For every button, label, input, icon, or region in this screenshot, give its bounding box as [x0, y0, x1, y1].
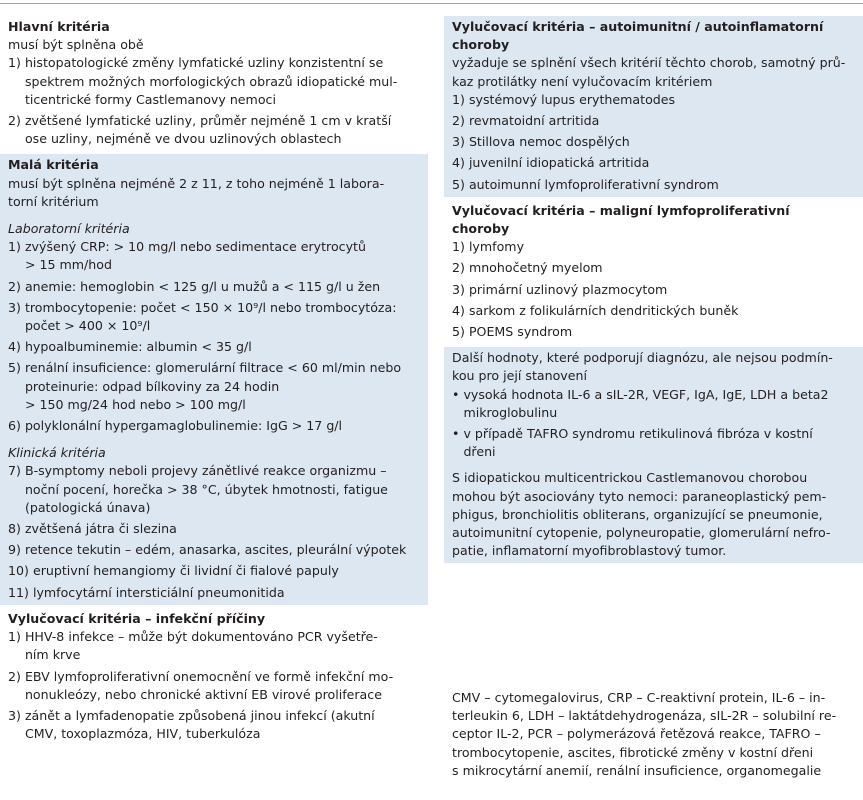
exclusion-infectious-section	[0, 608, 428, 746]
list-item-text	[33, 584, 420, 602]
list-item-text	[469, 281, 855, 299]
list-item-number: 3)	[8, 707, 25, 723]
list-item-number: 4)	[8, 339, 25, 355]
list-item	[8, 338, 420, 356]
text-line: dřeni	[463, 444, 496, 460]
text-line: S idiopatickou multicentrickou Castlemanovou chorobou	[452, 470, 808, 486]
list-item-number: •	[452, 426, 464, 442]
text-line: > 15 mm/hod	[24, 257, 112, 273]
text-line: juvenilní idiopatická artritida	[468, 155, 650, 171]
main-criteria-list	[8, 54, 420, 148]
text-line: ose uzliny, nejméně ve dvou uzlinových oblastech	[24, 131, 342, 147]
text-line: s mikrocytární anemií, renální insuficience, organomegalie	[452, 762, 822, 778]
text-line: (patologická únava)	[24, 499, 151, 515]
text-line: lymfomy	[468, 239, 525, 255]
text-line: polyklonální hypergamaglobulinemie: IgG > 17 g/l	[24, 418, 343, 434]
text-line: Vylučovací kritéria – autoimunitní / autoinflamatorní	[452, 19, 824, 34]
text-line: zvětšená játra či slezina	[24, 521, 177, 537]
list-item	[8, 584, 420, 602]
list-item-number: 5)	[452, 324, 469, 340]
text-line: HHV-8 infekce – může být dokumentováno PCR vyšetře-	[24, 629, 378, 645]
text-line: Stillova nemoc dospělých	[468, 134, 630, 150]
list-item	[452, 112, 855, 130]
list-item-text	[25, 299, 420, 335]
text-line: choroby	[452, 221, 510, 237]
list-item-number: 2)	[452, 260, 469, 276]
exclusion-malignant-title	[452, 202, 855, 238]
list-item-text	[469, 176, 855, 194]
list-item-number: 4)	[452, 302, 469, 318]
text-line: noční pocení, horečka > 38 °C, úbytek hmotnosti, fatigue	[24, 481, 388, 497]
list-item-number: 1)	[8, 55, 25, 71]
associated-diseases-text	[452, 469, 855, 560]
text-line: zvýšený CRP: > 10 mg/l nebo sedimentace erytrocytů	[24, 239, 366, 255]
text-line: spektrem možných morfologických obrazů idiopatické mul-	[24, 73, 398, 89]
text-line: revmatoidní artritida	[468, 113, 600, 129]
list-item-text	[25, 541, 420, 559]
main-criteria-title: Hlavní kritéria	[8, 19, 110, 34]
list-item	[452, 238, 855, 256]
exclusion-infectious-list	[8, 628, 420, 743]
list-item	[8, 112, 420, 148]
list-item-text	[469, 91, 855, 109]
text-line: terleukin 6, LDH – laktátdehydrogenáza, sIL-2R – solubilní re-	[452, 708, 837, 724]
list-item	[8, 520, 420, 538]
text-line: zánět a lymfadenopatie způsobená jinou infekcí (akutní	[24, 707, 375, 723]
text-line: hypoalbuminemie: albumin < 35 g/l	[24, 339, 252, 355]
exclusion-autoimmune-section	[444, 16, 863, 197]
abbreviations-footnote	[452, 689, 862, 780]
clinical-criteria-heading: Klinická kritéria	[8, 445, 106, 461]
text-line: mohou být asociovány tyto nemoci: paraneoplastický pem-	[452, 488, 827, 504]
list-item	[8, 562, 420, 580]
list-item	[452, 323, 855, 341]
list-item-text	[25, 628, 420, 664]
text-line: nonukleózy, nebo chronické aktivní EB virové proliferace	[24, 686, 382, 702]
list-item	[452, 281, 855, 299]
list-item-number: 1)	[8, 239, 25, 255]
list-item	[452, 425, 855, 461]
text-line: phigus, bronchiolitis obliterans, organizující se pneumonie,	[452, 506, 823, 522]
minor-criteria-intro	[8, 175, 420, 211]
list-item-number: 1)	[452, 91, 469, 107]
clinical-criteria-list	[8, 462, 420, 601]
text-line: POEMS syndrom	[468, 324, 573, 340]
text-line: anemie: hemoglobin < 125 g/l u mužů a < 115 g/l u žen	[24, 278, 381, 294]
list-item	[8, 359, 420, 414]
text-line: autoimunitní cytopenie, polyneuropatie, glomerulární nefro-	[452, 525, 831, 541]
list-item-number: 2)	[8, 278, 25, 294]
text-line: Další hodnoty, které podporují diagnózu, ale nejsou podmín-	[452, 350, 833, 366]
list-item	[452, 386, 855, 422]
list-item	[8, 54, 420, 109]
list-item-number: 3)	[8, 299, 25, 315]
list-item-number: 2)	[452, 113, 469, 129]
list-item-number: 6)	[8, 418, 25, 434]
list-item-text	[25, 112, 420, 148]
list-item-number: 5)	[8, 360, 25, 376]
text-line: autoimunní lymfoproliferativní syndrom	[468, 176, 719, 192]
list-item-text	[25, 359, 420, 414]
text-line: ním krve	[24, 647, 81, 663]
list-item	[8, 707, 420, 743]
text-line: CMV – cytomegalovirus, CRP – C-reaktivní protein, IL-6 – in-	[452, 690, 826, 705]
exclusion-autoimmune-title	[452, 18, 855, 54]
list-item-text	[469, 302, 855, 320]
list-item-text	[469, 238, 855, 256]
list-item	[452, 91, 855, 109]
text-line: v případě TAFRO syndromu retikulinová fibróza v kostní	[463, 426, 813, 442]
list-item-number: 7)	[8, 463, 25, 479]
list-item-text	[469, 133, 855, 151]
exclusion-malignant-section	[444, 200, 863, 344]
text-line: musí být splněna nejméně 2 z 11, z toho nejméně 1 labora-	[8, 175, 385, 191]
exclusion-autoimmune-list	[452, 91, 855, 194]
text-line: renální insuficience: glomerulární filtrace < 60 ml/min nebo	[24, 360, 402, 376]
list-item	[8, 668, 420, 704]
list-item	[8, 628, 420, 664]
text-line: kaz protilátky není vylučovacím kritériem	[452, 73, 713, 89]
text-line: mikroglobulinu	[463, 404, 558, 420]
list-item	[8, 417, 420, 435]
text-line: eruptivní hemangiomy či lividní či fialové papuly	[32, 563, 339, 579]
top-rule	[0, 3, 863, 4]
list-item-text	[25, 278, 420, 296]
list-item	[452, 133, 855, 151]
exclusion-malignant-list	[452, 238, 855, 341]
lab-criteria-list	[8, 238, 420, 435]
list-item-number: 5)	[452, 176, 469, 192]
list-item-text	[463, 386, 855, 422]
exclusion-infectious-title: Vylučovací kritéria – infekční příčiny	[8, 610, 266, 626]
list-item-text	[25, 668, 420, 704]
text-line: mnohočetný myelom	[468, 260, 603, 276]
text-line: proteinurie: odpad bílkoviny za 24 hodin	[24, 378, 280, 394]
list-item-text	[33, 562, 420, 580]
list-item	[452, 302, 855, 320]
list-item-number: 1)	[452, 239, 469, 255]
text-line: trombocytopenie: počet < 150 × 10⁹/l nebo trombocytóza:	[24, 299, 397, 315]
supporting-section	[444, 347, 863, 563]
list-item-number: 3)	[452, 281, 469, 297]
minor-criteria-title: Malá kritéria	[8, 157, 99, 173]
text-line: ceptor IL-2, PCR – polymerázová řetězová reakce, TAFRO –	[452, 726, 821, 742]
text-line: histopatologické změny lymfatické uzliny konzistentní se	[24, 55, 384, 71]
list-item-text	[469, 259, 855, 277]
list-item-text	[25, 338, 420, 356]
minor-criteria-section	[0, 154, 428, 604]
list-item-text	[469, 323, 855, 341]
text-line: zvětšené lymfatické uzliny, průměr nejméně 1 cm v kratší	[24, 113, 392, 129]
text-line: vyžaduje se splnění všech kritérií těchto chorob, samotný prů-	[452, 55, 846, 71]
list-item-number: 2)	[8, 668, 25, 684]
text-line: lymfocytární intersticiální pneumonitida	[32, 584, 285, 600]
list-item-number: 3)	[452, 134, 469, 150]
list-item	[452, 176, 855, 194]
list-item-number: 4)	[452, 155, 469, 171]
text-line: torní kritérium	[8, 193, 99, 209]
text-line: patie, inflamatorní myofibroblastový tumor.	[452, 543, 727, 559]
text-line: vysoká hodnota IL-6 a sIL-2R, VEGF, IgA, IgE, LDH a beta2	[463, 386, 829, 402]
lab-criteria-heading: Laboratorní kritéria	[8, 221, 130, 237]
list-item-number: 2)	[8, 113, 25, 129]
list-item	[8, 278, 420, 296]
list-item	[8, 299, 420, 335]
text-line: počet > 400 × 10⁹/l	[24, 318, 151, 334]
list-item-number: •	[452, 386, 464, 402]
text-line: systémový lupus erythematodes	[468, 91, 676, 107]
exclusion-autoimmune-intro	[452, 54, 855, 90]
list-item-text	[25, 520, 420, 538]
text-line: retence tekutin – edém, anasarka, ascites, pleurální výpotek	[24, 542, 407, 558]
supporting-bullet-list	[452, 386, 855, 462]
list-item-number: 9)	[8, 542, 25, 558]
list-item-text	[25, 54, 420, 109]
text-line: primární uzlinový plazmocytom	[468, 281, 668, 297]
list-item-text	[25, 707, 420, 743]
list-item	[452, 154, 855, 172]
text-line: trombocytopenie, ascites, fibrotické změny v kostní dřeni	[452, 744, 814, 760]
text-line: kou pro její stanovení	[452, 368, 587, 384]
list-item-text	[25, 417, 420, 435]
list-item	[8, 541, 420, 559]
main-criteria-section	[0, 16, 428, 151]
text-line: choroby	[452, 37, 510, 53]
list-item-number: 8)	[8, 521, 25, 537]
main-criteria-intro: musí být splněna obě	[8, 37, 144, 53]
text-line: ticentrické formy Castlemanovy nemoci	[24, 91, 276, 107]
list-item-text	[469, 154, 855, 172]
text-line: sarkom z folikulárních dendritických buněk	[468, 302, 739, 318]
list-item-text	[463, 425, 855, 461]
list-item-number: 1)	[8, 629, 25, 645]
supporting-intro	[452, 349, 855, 385]
list-item	[8, 238, 420, 274]
list-item	[8, 462, 420, 517]
list-item-text	[469, 112, 855, 130]
text-line: Vylučovací kritéria – maligní lymfoproliferativní	[452, 202, 790, 218]
list-item	[452, 259, 855, 277]
right-column	[444, 16, 863, 563]
text-line: EBV lymfoproliferativní onemocnění ve formě infekční mo-	[24, 668, 394, 684]
list-item-number: 10)	[8, 563, 33, 579]
list-item-number: 11)	[8, 584, 33, 600]
list-item-text	[25, 462, 420, 517]
text-line: B-symptomy neboli projevy zánětlivé reakce organizmu –	[24, 463, 387, 479]
text-line: CMV, toxoplazmóza, HIV, tuberkulóza	[24, 726, 261, 742]
text-line: > 150 mg/24 hod nebo > 100 mg/l	[24, 396, 246, 412]
list-item-text	[25, 238, 420, 274]
left-column	[0, 16, 428, 746]
